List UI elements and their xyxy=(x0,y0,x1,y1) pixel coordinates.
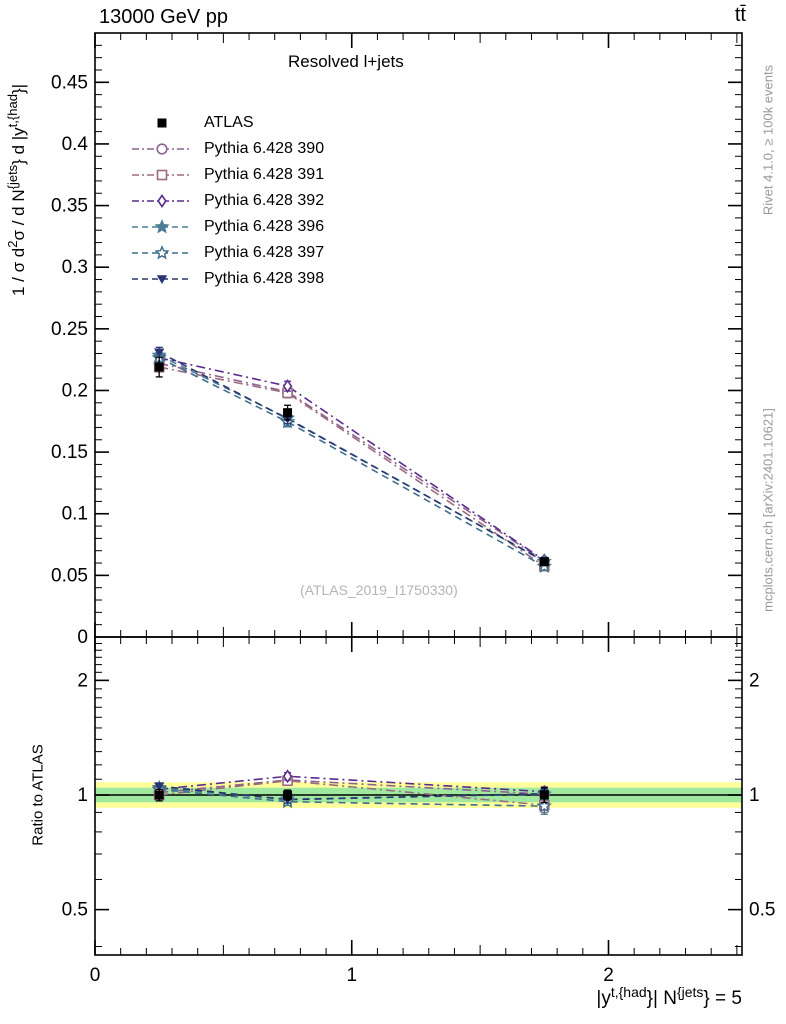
main-y-axis-title: 1 / σ $d^2\sigma$ / d $N^{\{jets}$} d $|y^{t,\{had}\}|$ xyxy=(5,83,28,297)
legend-marker-diamond-open xyxy=(130,192,194,210)
svg-text:0.1: 0.1 xyxy=(61,503,88,525)
legend-entry xyxy=(130,162,324,188)
mcplots-arxiv-label: mcplots.cern.ch [arXiv:2401.10621] xyxy=(760,408,776,612)
rivet-version-label: Rivet 4.1.0, ≥ 100k events xyxy=(760,64,776,216)
series-pythia-6.428-396 xyxy=(153,349,550,804)
analysis-watermark: (ATLAS_2019_I1750330) xyxy=(300,582,458,598)
svg-text:0.5: 0.5 xyxy=(61,899,88,921)
legend-marker-square-open xyxy=(130,166,194,184)
svg-text:0.05: 0.05 xyxy=(51,565,88,587)
legend-marker-circle-open xyxy=(130,140,194,158)
legend-label: Pythia 6.428 396 xyxy=(204,218,325,235)
legend-entry xyxy=(130,240,324,266)
svg-text:1: 1 xyxy=(749,785,760,807)
svg-text:0.3: 0.3 xyxy=(61,257,88,279)
svg-text:0.4: 0.4 xyxy=(61,133,88,155)
svg-text:2: 2 xyxy=(77,670,88,692)
legend xyxy=(130,110,324,292)
svg-text:0.5: 0.5 xyxy=(749,899,776,921)
svg-text:0: 0 xyxy=(89,965,101,986)
legend-label: Pythia 6.428 392 xyxy=(204,192,325,209)
axis-titles xyxy=(5,84,742,1009)
svg-text:0.15: 0.15 xyxy=(51,442,88,464)
legend-marker-square-filled xyxy=(130,114,194,132)
svg-text:1: 1 xyxy=(346,965,358,986)
svg-text:2: 2 xyxy=(603,965,614,986)
legend-label: Pythia 6.428 397 xyxy=(204,244,325,261)
svg-text:0.2: 0.2 xyxy=(61,380,88,402)
svg-text:0.35: 0.35 xyxy=(51,195,88,217)
channel-label: Resolved l+jets xyxy=(288,52,404,71)
legend-entry xyxy=(130,214,324,240)
legend-label: Pythia 6.428 390 xyxy=(204,140,325,157)
legend-entry xyxy=(130,110,324,136)
ratio-axis-title: Ratio to ATLAS xyxy=(29,744,47,846)
series-pythia-6.428-390 xyxy=(154,358,549,799)
legend-label: Pythia 6.428 398 xyxy=(204,270,325,287)
beam-energy-label: 13000 GeV pp xyxy=(99,6,228,28)
legend-marker-triangle-down-filled xyxy=(130,270,194,288)
series-pythia-6.428-392 xyxy=(155,352,548,797)
svg-text:0.25: 0.25 xyxy=(51,318,88,340)
legend-marker-star-open xyxy=(130,244,194,262)
legend-entry xyxy=(130,188,324,214)
svg-text:2: 2 xyxy=(749,670,760,692)
series-atlas xyxy=(155,357,549,802)
legend-label: ATLAS xyxy=(204,114,254,131)
legend-entry xyxy=(130,266,324,292)
legend-entry xyxy=(130,136,324,162)
process-label: tt̄ xyxy=(734,4,746,26)
legend-label: Pythia 6.428 391 xyxy=(204,166,325,183)
x-axis-title: $|y^{t,\{had}\}|$ $N^{\{jets}\} = 5$ xyxy=(596,984,742,1009)
series-lines xyxy=(159,352,544,806)
svg-text:1: 1 xyxy=(77,785,88,807)
svg-text:0.45: 0.45 xyxy=(51,72,88,94)
legend-marker-star-filled xyxy=(130,218,194,236)
svg-text:0: 0 xyxy=(77,627,88,648)
series-pythia-6.428-398 xyxy=(154,347,550,804)
